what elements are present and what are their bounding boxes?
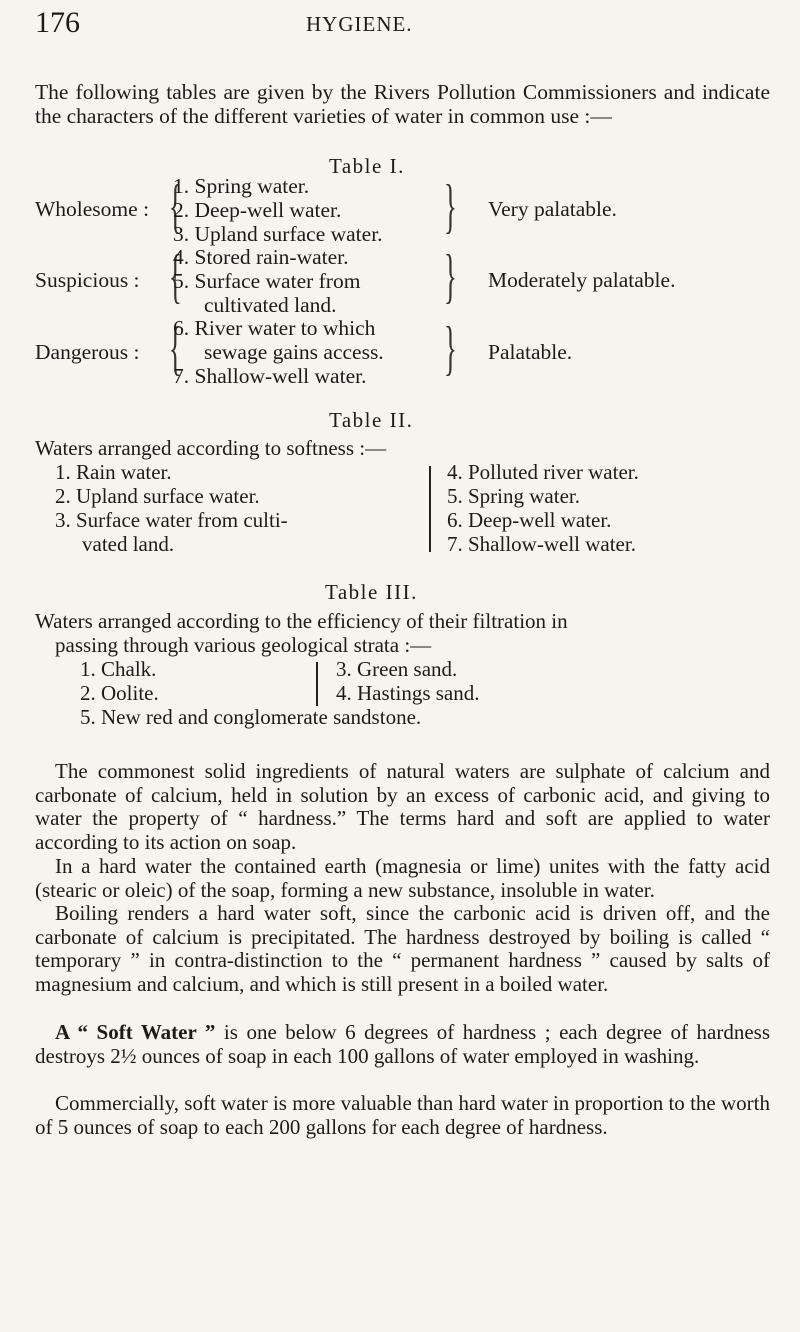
running-title: HYGIENE.: [306, 12, 413, 36]
right-brace: }: [443, 315, 457, 381]
left-brace: {: [168, 315, 182, 381]
t2-item: 6. Deep-well water.: [447, 508, 612, 532]
t2-item: 4. Polluted river water.: [447, 460, 639, 484]
table-2-title: Table II.: [329, 408, 414, 432]
rating-very-palatable: Very palatable.: [488, 197, 617, 221]
t1-item: sewage gains access.: [204, 340, 384, 364]
paragraph-commercial: Commercially, soft water is more valuable than hard water in proportion to the worth of 5 ounces of soap to each 200 gallons for each degree of hardness.: [35, 1091, 770, 1139]
t3-item: 1. Chalk.: [80, 657, 157, 681]
table-2-caption: Waters arranged according to softness :—: [35, 436, 387, 460]
category-suspicious: Suspicious :: [35, 268, 140, 292]
t3-item: 3. Green sand.: [336, 657, 458, 681]
category-dangerous: Dangerous :: [35, 340, 140, 364]
t2-item: 7. Shallow-well water.: [447, 532, 636, 556]
t1-item: 3. Upland surface water.: [173, 222, 383, 246]
left-brace: {: [168, 173, 182, 239]
t2-item: vated land.: [82, 532, 175, 556]
paragraph-ingredients: The commonest solid ingredients of natural waters are sulphate of calcium and carbonate of calcium, held in solution by an excess of carbonic acid, and giving to water the property of “ hardness.” The terms hard and soft are applied to water according to its action on soap.: [35, 759, 770, 854]
left-brace: {: [168, 243, 182, 309]
t3-item: 4. Hastings sand.: [336, 681, 480, 705]
t1-item: 7. Shallow-well water.: [173, 364, 367, 388]
t2-item: 2. Upland surface water.: [55, 484, 260, 508]
paragraph-hard-water: In a hard water the contained earth (magnesia or lime) unites with the fatty acid (stearic or oleic) of the soap, forming a new substance, insoluble in water.: [35, 854, 770, 902]
column-divider: [316, 662, 318, 706]
t1-item: 1. Spring water.: [173, 174, 310, 198]
t1-item: 5. Surface water from: [173, 269, 361, 293]
table-3-caption-line-1: Waters arranged according to the efficiency of their filtration in: [35, 609, 568, 633]
column-divider: [429, 466, 431, 552]
page-number: 176: [35, 6, 80, 39]
right-brace: }: [443, 173, 457, 239]
soft-water-term: A “ Soft Water ”: [55, 1020, 216, 1044]
t3-item: 5. New red and conglomerate sandstone.: [80, 705, 422, 729]
t3-item: 2. Oolite.: [80, 681, 159, 705]
t1-item: 6. River water to which: [173, 316, 376, 340]
right-brace: }: [443, 243, 457, 309]
intro-paragraph: The following tables are given by the Rivers Pollution Commissioners and indicate the characters of the different varieties of water in common use :—: [35, 80, 770, 128]
paragraph-soft-water: [35, 1021, 770, 1068]
category-wholesome: Wholesome :: [35, 197, 150, 221]
t1-item: cultivated land.: [204, 293, 337, 317]
t2-item: 5. Spring water.: [447, 484, 580, 508]
rating-moderately-palatable: Moderately palatable.: [488, 268, 676, 292]
t1-item: 2. Deep-well water.: [173, 198, 342, 222]
t1-item: 4. Stored rain-water.: [173, 245, 349, 269]
rating-palatable: Palatable.: [488, 340, 573, 364]
t2-item: 1. Rain water.: [55, 460, 172, 484]
t2-item: 3. Surface water from culti-: [55, 508, 288, 532]
table-3-caption-line-2: passing through various geological strata :—: [55, 633, 432, 657]
table-1-title: Table I.: [329, 154, 405, 178]
paragraph-boiling: Boiling renders a hard water soft, since the carbonic acid is driven off, and the carbonate of calcium is precipitated. The hardness destroyed by boiling is called “ temporary ” in contra-distinction to the “ permanent hardness ” caused by salts of magnesium and calcium, and which is still present in a boiled water.: [35, 901, 770, 996]
soft-water-definition: is one below 6 degrees of hardness ; each degree of hardness destroys 2½ ounces of soap in each 100 gallons of water employed in washing.: [35, 1020, 770, 1068]
table-3-title: Table III.: [325, 580, 418, 604]
